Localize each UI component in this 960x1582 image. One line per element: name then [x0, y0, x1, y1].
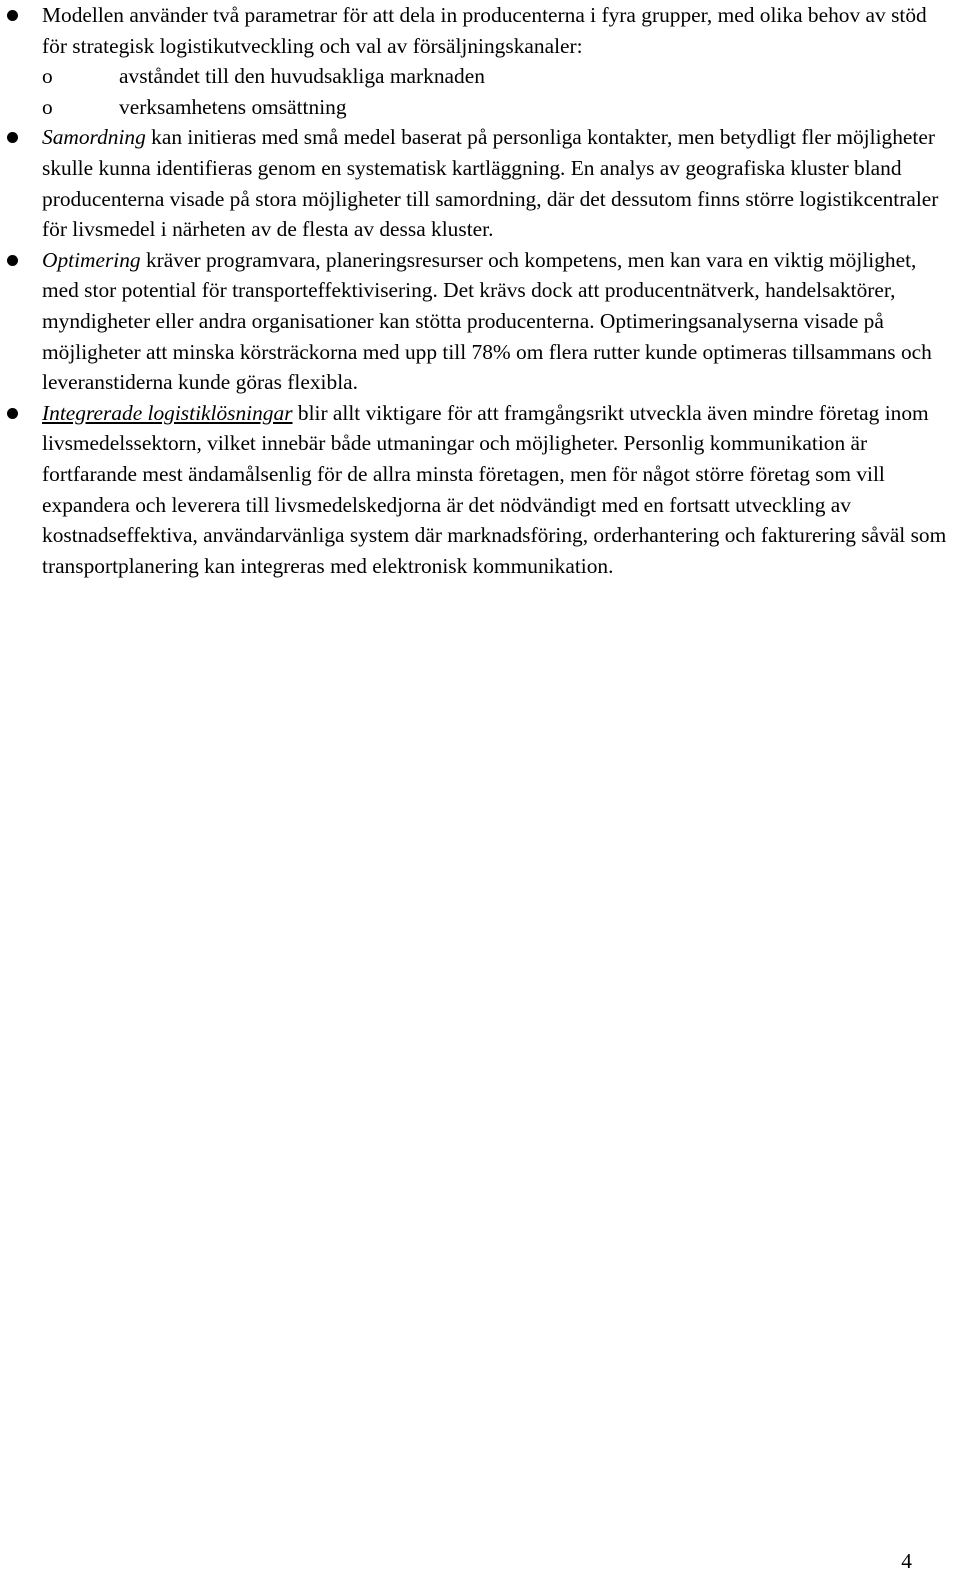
sub-item-turnover	[42, 92, 954, 123]
bullet-dot-icon	[7, 255, 18, 266]
bullet-lead-term: Optimering	[42, 247, 141, 272]
sub-item-text: avståndet till den huvudsakliga marknaden	[119, 64, 485, 89]
bullet-item-optimering	[0, 245, 960, 398]
bullet-text-body: blir allt viktigare för att framgångsrikt utveckla även mindre företag inom livsmedelssektorn, vilket innebär både utmaningar och möjligheter. Personlig kommunikation är fortfarande mest ändamålsenlig för de allra minsta företagen, men för något större företag som vill expandera och leverera till livsmedelskedjorna är det nödvändigt med en fortsatt utveckling av kostnadseffektiva, användarvänliga system där marknadsföring, orderhantering och fakturering såväl som transportplanering kan integreras med elektronisk kommunikation.	[42, 400, 947, 578]
bullet-text	[42, 0, 954, 61]
bullet-dot-icon	[7, 10, 18, 21]
bullet-item-integrerade	[0, 398, 960, 582]
bullet-text-body: Modellen använder två parametrar för att dela in producenterna i fyra grupper, med olika behov av stöd för strategisk logistikutveckling och val av försäljningskanaler:	[42, 3, 927, 58]
page-number: 4	[901, 1549, 912, 1573]
bullet-lead-term: Samordning	[42, 125, 146, 150]
bullet-text-body: kan initieras med små medel baserat på personliga kontakter, men betydligt fler möjligheter skulle kunna identifieras genom en systematisk kartläggning. En analys av geografiska kluster bland producenterna visade på stora möjligheter till samordning, där det dessutom finns större logistikcentraler för livsmedel i närheten av de flesta av dessa kluster.	[42, 125, 939, 242]
bullet-text-body: kräver programvara, planeringsresurser och kompetens, men kan vara en viktig möjlighet, med stor potential för transporteffektivisering. Det krävs dock att producentnätverk, handelsaktörer, myndigheter eller andra organisationer kan stötta producenterna. Optimeringsanalyserna visade på möjligheter att minska körsträckorna med upp till 78% om flera rutter kunde optimeras tillsammans och leveranstiderna kunde göras flexibla.	[42, 247, 932, 395]
bullet-item-models	[0, 0, 960, 122]
bullet-text	[42, 122, 954, 244]
sub-item-text: verksamhetens omsättning	[119, 94, 347, 119]
bullet-dot-icon	[7, 132, 18, 143]
bullet-lead-term: Integrerade logistiklösningar	[42, 400, 293, 425]
bullet-text	[42, 245, 954, 398]
bullet-text	[42, 398, 954, 582]
bullet-item-samordning	[0, 122, 960, 244]
bullet-list	[0, 0, 960, 581]
sub-list	[42, 61, 954, 122]
circle-bullet-icon: o	[42, 94, 53, 119]
circle-bullet-icon: o	[42, 64, 53, 89]
bullet-dot-icon	[7, 408, 18, 419]
sub-item-distance	[42, 61, 954, 92]
